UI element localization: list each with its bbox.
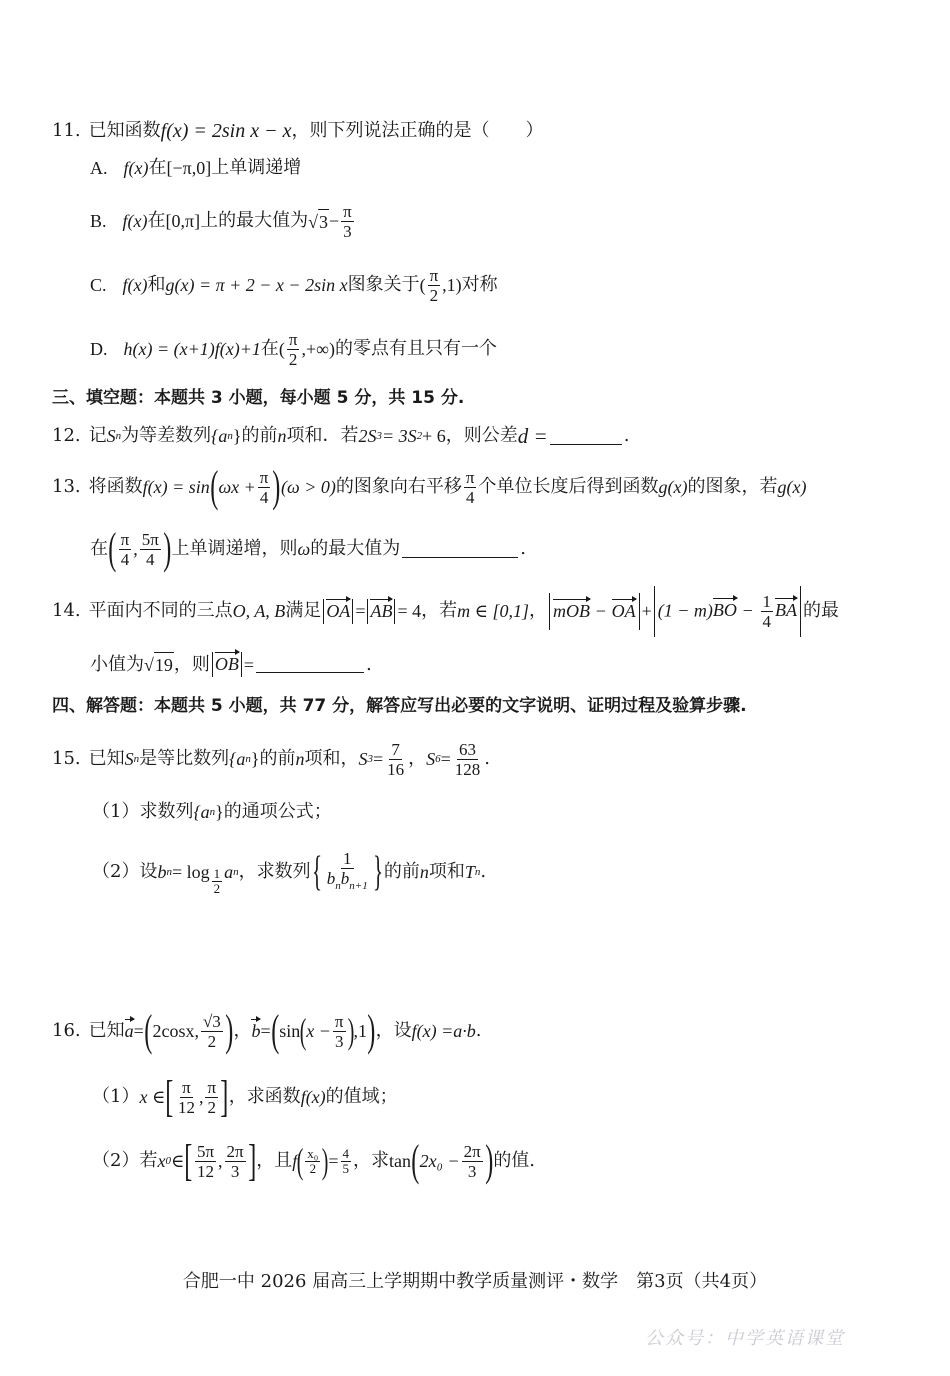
sqrt-expression: √ 19 [144, 652, 174, 677]
q11-stem: 11. 已知函数 f(x) = 2sin x − x ，则下列说法正确的是（ ） [52, 120, 544, 142]
vector-magnitude: (1 − m)BO − $\frac{1}{4}$ BA [654, 586, 801, 637]
fraction: $\frac{2\pi}{3}$ [463, 1141, 481, 1181]
q15-stem: 15. 已知 S n 是等比数列 {a n } 的前 n 项和， S 3 = $\frac{7}{16}$ ， S 6 = $\frac{63}{128}$ . [52, 739, 491, 779]
sqrt-expression: √ 3 [308, 209, 329, 234]
page-footer: 合肥一中 2026 届高三上学期期中教学质量测评・数学 第3页（共4页） [182, 1271, 768, 1292]
fraction: $\frac{\pi}{12}$ [177, 1077, 195, 1117]
fraction: $\frac{\pi}{2}$ [429, 265, 439, 305]
fraction: $\frac{5\pi}{4}$ [141, 529, 159, 569]
watermark: 公众号：中学英语课堂 [645, 1328, 845, 1349]
fraction: $\frac{2\pi}{3}$ [226, 1141, 244, 1181]
section-4-heading: 四、解答题：本题共 5 小题，共 77 分，解答应写出必要的文字说明、证明过程及验算步骤. [52, 696, 747, 716]
q12: 12. 记 S n 为等差数列 {a n } 的前 n 项和．若 2S 3 = 3S 2 + 6 ，则公差 d = . [52, 424, 630, 448]
fraction: $\frac{7}{16}$ [387, 739, 405, 779]
log-base: $\frac{1}{2}$ [213, 865, 221, 896]
vector-magnitude: AB [367, 599, 395, 624]
q16-stem: 16. 已知 a = ( 2cosx, $\frac{√3}{2}$ ) ， b = ( sin ( x − $\frac{\pi}{3}$ ) ,1 ) ，设 f(x) = a·b . [52, 1006, 482, 1055]
fraction: $\frac{\pi}{3}$ [334, 1011, 344, 1051]
fraction: $\frac{1}{b_nb_{n+1}}$ [326, 848, 368, 892]
answer-blank[interactable] [550, 428, 622, 445]
q15-part-2: （2） 设 b n = log $\frac{1}{2}$ a n ，求数列 { $\frac{1}{b_nb_{n+1}}$ } 的前 n 项和 T n . [92, 848, 487, 896]
q11-option-a: A. f(x) 在 [−π,0] 上单调递增 [90, 157, 302, 178]
q14-line-1: 14. 平面内不同的三点 O, A, B 满足 OA = AB = 4 ，若 m ∈ [0,1] ， mOB − OA + (1 − m)BO − $\frac{1}{4}$ BA 的最 [52, 588, 839, 634]
fraction: $\frac{\pi}{4}$ [259, 467, 269, 507]
q11-option-c: C. f(x) 和 g(x) = π + 2 − x − 2sin x 图象关于 ( $\frac{\pi}{2}$ ,1) 对称 [90, 265, 498, 305]
q14-line-2: 小值为 √ 19 ，则 OB = . [90, 653, 372, 675]
fraction: $\frac{√3}{2}$ [202, 1011, 221, 1051]
fraction: $\frac{4}{5}$ [342, 1145, 349, 1176]
vector-magnitude: mOB − OA [549, 593, 640, 630]
q16-part-2: （2） 若 x 0 ∈ [ $\frac{5\pi}{12}$ , $\frac{2\pi}{3}$ ] ，且 f ( $\frac{\text{x₀}}{2}$ ) = $\frac{4}{5}$ ，求 tan ( 2x₀ − $\frac{2\pi}{3}$ ) 的值. [92, 1136, 536, 1185]
fraction: $\frac{\text{x₀}}{2}$ [307, 1145, 319, 1176]
q15-part-1: （1） 求数列 {a n } 的通项公式； [92, 801, 332, 822]
fraction: $\frac{5\pi}{12}$ [196, 1141, 215, 1181]
answer-blank[interactable] [402, 541, 518, 558]
fraction: $\frac{63}{128}$ [454, 739, 481, 779]
answer-blank[interactable] [256, 656, 364, 673]
fraction: $\frac{\pi}{3}$ [343, 201, 352, 241]
vector-magnitude: OB [212, 652, 242, 677]
fraction: $\frac{\pi}{2}$ [288, 329, 298, 369]
q13-line-2: 在 ( $\frac{\pi}{4}$ , $\frac{5\pi}{4}$ ) 上单调递增，则 ω 的最大值为 . [90, 524, 526, 573]
fraction: $\frac{\pi}{4}$ [465, 467, 475, 507]
q13-line-1: 13. 将函数 f(x) = sin ( ωx + $\frac{\pi}{4}$ ) (ω > 0) 的图象向右平移 $\frac{\pi}{4}$ 个单位长度后得到函数 g(x) 的图象，若 g(x) [52, 462, 807, 511]
fraction: $\frac{\pi}{4}$ [120, 529, 130, 569]
section-3-heading: 三、填空题：本题共 3 小题，每小题 5 分，共 15 分. [52, 388, 465, 408]
fraction: $\frac{1}{4}$ [762, 591, 772, 631]
q11-option-d: D. h(x) = (x+1)f(x)+1 在 ( $\frac{\pi}{2}$ ,+∞) 的零点有且只有一个 [90, 329, 497, 369]
q16-part-1: （1） x ∈ [ $\frac{\pi}{12}$ , $\frac{\pi}{2}$ ] ，求函数 f(x) 的值域； [92, 1072, 398, 1121]
vector-magnitude: OA [323, 599, 353, 624]
fraction: $\frac{\pi}{2}$ [207, 1077, 217, 1117]
q11-option-b: B. f(x) 在 [0,π] 上的最大值为 √ 3 − $\frac{\pi}{3}$ [90, 201, 352, 241]
